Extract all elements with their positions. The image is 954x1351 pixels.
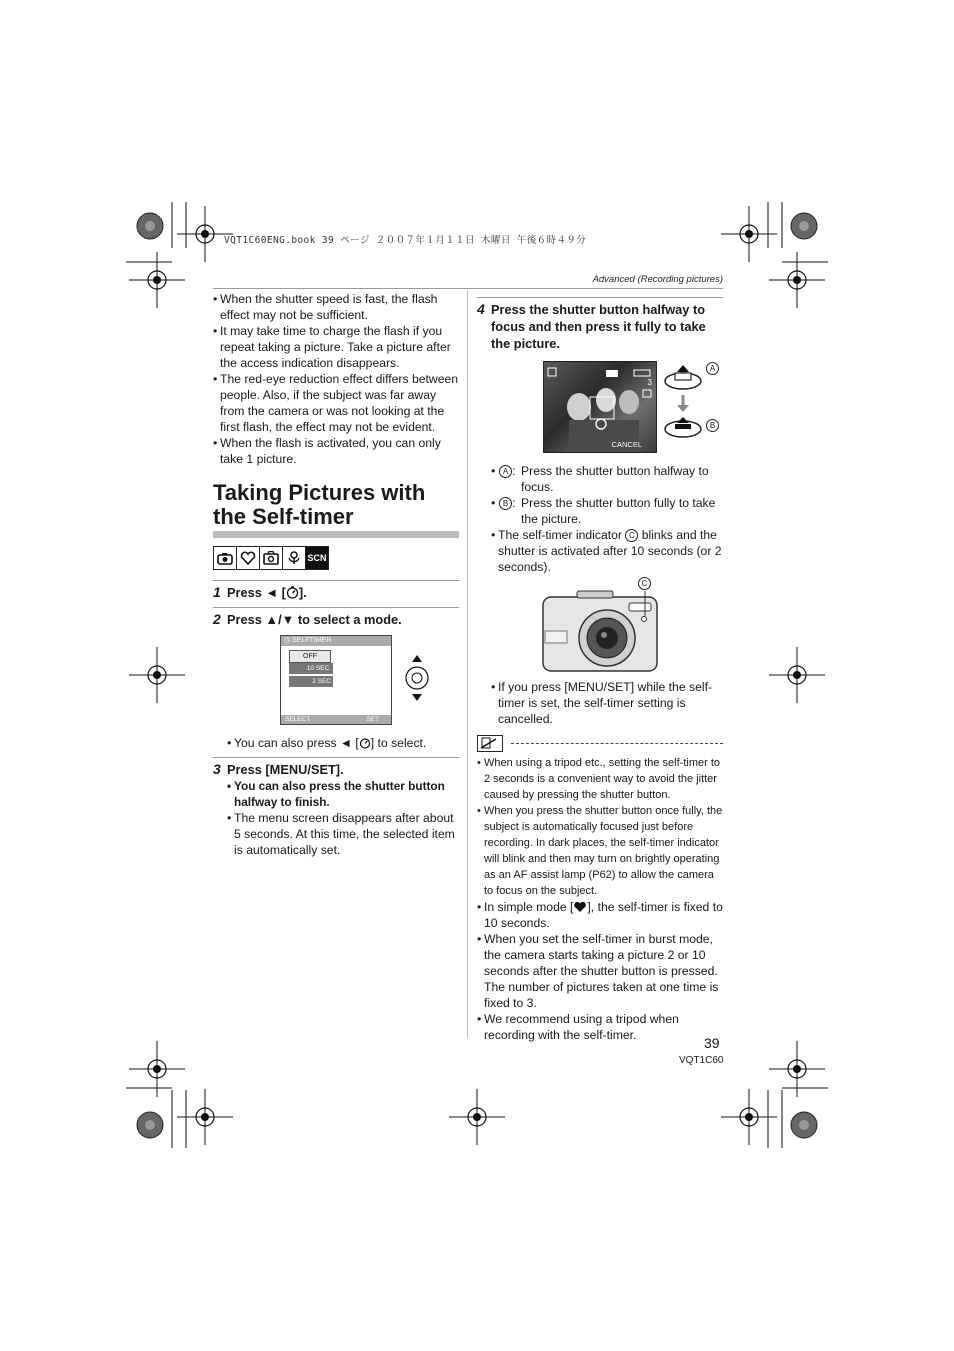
label-b-marker: B (706, 419, 719, 432)
step-2-text: Press ▲/▼ to select a mode. (227, 612, 402, 627)
cancel-note: • If you press [MENU/SET] while the self-timer is set, the self-timer setting is cancelled. (491, 679, 723, 727)
cancel-label: CANCEL (611, 440, 642, 449)
note-bullet: • When you press the shutter button once fully, the subject is automatically focused just before recording. In dark places, the self-timer indicator will blink and then may turn on brightly operating as an AF assist lamp (P62) to allow the camera to focus on the subject. (477, 803, 723, 899)
bullet-c: • The self-timer indicator C blinks and the shutter is activated after 10 seconds (or 2 seconds). (491, 527, 723, 575)
menu-option-off: OFF (289, 650, 331, 663)
note-pencil-icon (477, 735, 503, 752)
cursor-pad-icon (403, 653, 431, 708)
page-number: 39 (704, 1035, 720, 1051)
note-bullet: • We recommend using a tripod when recording with the self-timer. (477, 1011, 723, 1043)
step-divider (213, 757, 459, 758)
right-column (477, 291, 723, 1043)
bullet-b: • B : Press the shutter button fully to take the picture. (491, 495, 723, 527)
camera-front-illustration (477, 579, 723, 675)
shutter-press-diagram (663, 361, 725, 456)
step-2-number: 2 (213, 611, 221, 627)
mode-icon-strip (213, 546, 329, 570)
camera-mode-icon (214, 547, 237, 569)
page-title-line1: Taking Pictures with (213, 480, 426, 505)
shutter-illustration (477, 361, 723, 459)
intro-bullet: • It may take time to charge the flash if you repeat taking a picture. Take a picture after the access indication disappears. (213, 323, 459, 371)
self-timer-icon (359, 736, 371, 750)
step-divider (213, 580, 459, 581)
note-dashed-rule (511, 743, 723, 744)
menu-option-2sec: 2 SEC (289, 676, 333, 687)
note-bullet: • When you set the self-timer in burst mode, the camera starts taking a picture 2 or 10 seconds after the shutter button is pressed. The number of pictures taken at one time is fixed to 3. (477, 931, 723, 1011)
step-3-note: • The menu screen disappears after about 5 seconds. At this time, the selected item is automatically set. (227, 810, 459, 858)
note-bullet: • When using a tripod etc., setting the self-timer to 2 seconds is a convenient way to avoid the jitter caused by pressing the shutter button. (477, 755, 723, 803)
step-1 (213, 584, 459, 601)
column-separator (467, 290, 468, 1038)
macro-camera-mode-icon (260, 547, 283, 569)
step-1-number: 1 (213, 584, 221, 600)
step-4-number: 4 (477, 301, 485, 317)
self-timer-icon: ◷ (284, 637, 293, 644)
print-info-header: VQT1C60ENG.book 39 ページ ２００７年１月１１日 木曜日 午後６時４９分 (224, 235, 587, 246)
step-2 (213, 611, 459, 628)
step-4 (477, 301, 723, 352)
step-4-text: Press the shutter button halfway to focus and then press it fully to take the picture. (491, 302, 706, 351)
step-divider (477, 297, 723, 298)
bullet-a: • A : Press the shutter button halfway to focus. (491, 463, 723, 495)
self-timer-icon (286, 585, 299, 600)
step-3-number: 3 (213, 761, 221, 777)
title-underline-bar (213, 531, 459, 538)
scene-mode-icon: SCN (306, 547, 328, 569)
label-b-marker: B (499, 497, 512, 510)
heart-icon (573, 900, 587, 914)
note-bullet: • In simple mode [ ], the self-timer is fixed to 10 seconds. (477, 899, 723, 931)
page-title-line2: the Self-timer (213, 504, 354, 529)
selftimer-menu-screen (280, 635, 392, 725)
document-code: VQT1C60 (679, 1055, 724, 1066)
step-2-note: • You can also press ◄ [ ] to select. (227, 735, 459, 751)
step-divider (213, 607, 459, 608)
camera-front-icon (537, 583, 677, 675)
page-title (213, 481, 459, 529)
step-3-bold-note: • You can also press the shutter button halfway to finish. (227, 778, 459, 810)
label-c-marker: C (625, 529, 638, 542)
label-a-marker: A (706, 362, 719, 375)
flower-mode-icon (283, 547, 306, 569)
section-header: Advanced (Recording pictures) (592, 274, 723, 285)
heart-mode-icon (237, 547, 260, 569)
menu-footer-bar: SELECT SET (281, 715, 391, 724)
header-rule (213, 288, 723, 289)
step-3-text: Press [MENU/SET]. (227, 762, 344, 777)
note-header (477, 735, 723, 752)
intro-bullet: • When the shutter speed is fast, the flash effect may not be sufficient. (213, 291, 459, 323)
intro-bullet: • When the flash is activated, you can only take 1 picture. (213, 435, 459, 467)
label-c-marker: C (638, 577, 651, 590)
camera-preview-photo (543, 361, 657, 453)
step-1-text: Press ◄ [ ]. (227, 585, 307, 600)
left-column (213, 291, 459, 858)
step-3 (213, 761, 459, 778)
menu-option-10sec: 10 SEC. (289, 663, 333, 674)
label-a-marker: A (499, 465, 512, 478)
menu-illustration (213, 635, 459, 731)
intro-bullet: • The red-eye reduction effect differs between people. Also, if the subject was far away from the camera or was not looking at the first flash, the effect may not be evident. (213, 371, 459, 435)
menu-title-bar: ◷ SELFTIMER (281, 636, 391, 646)
picture-count: 3 (647, 378, 652, 387)
